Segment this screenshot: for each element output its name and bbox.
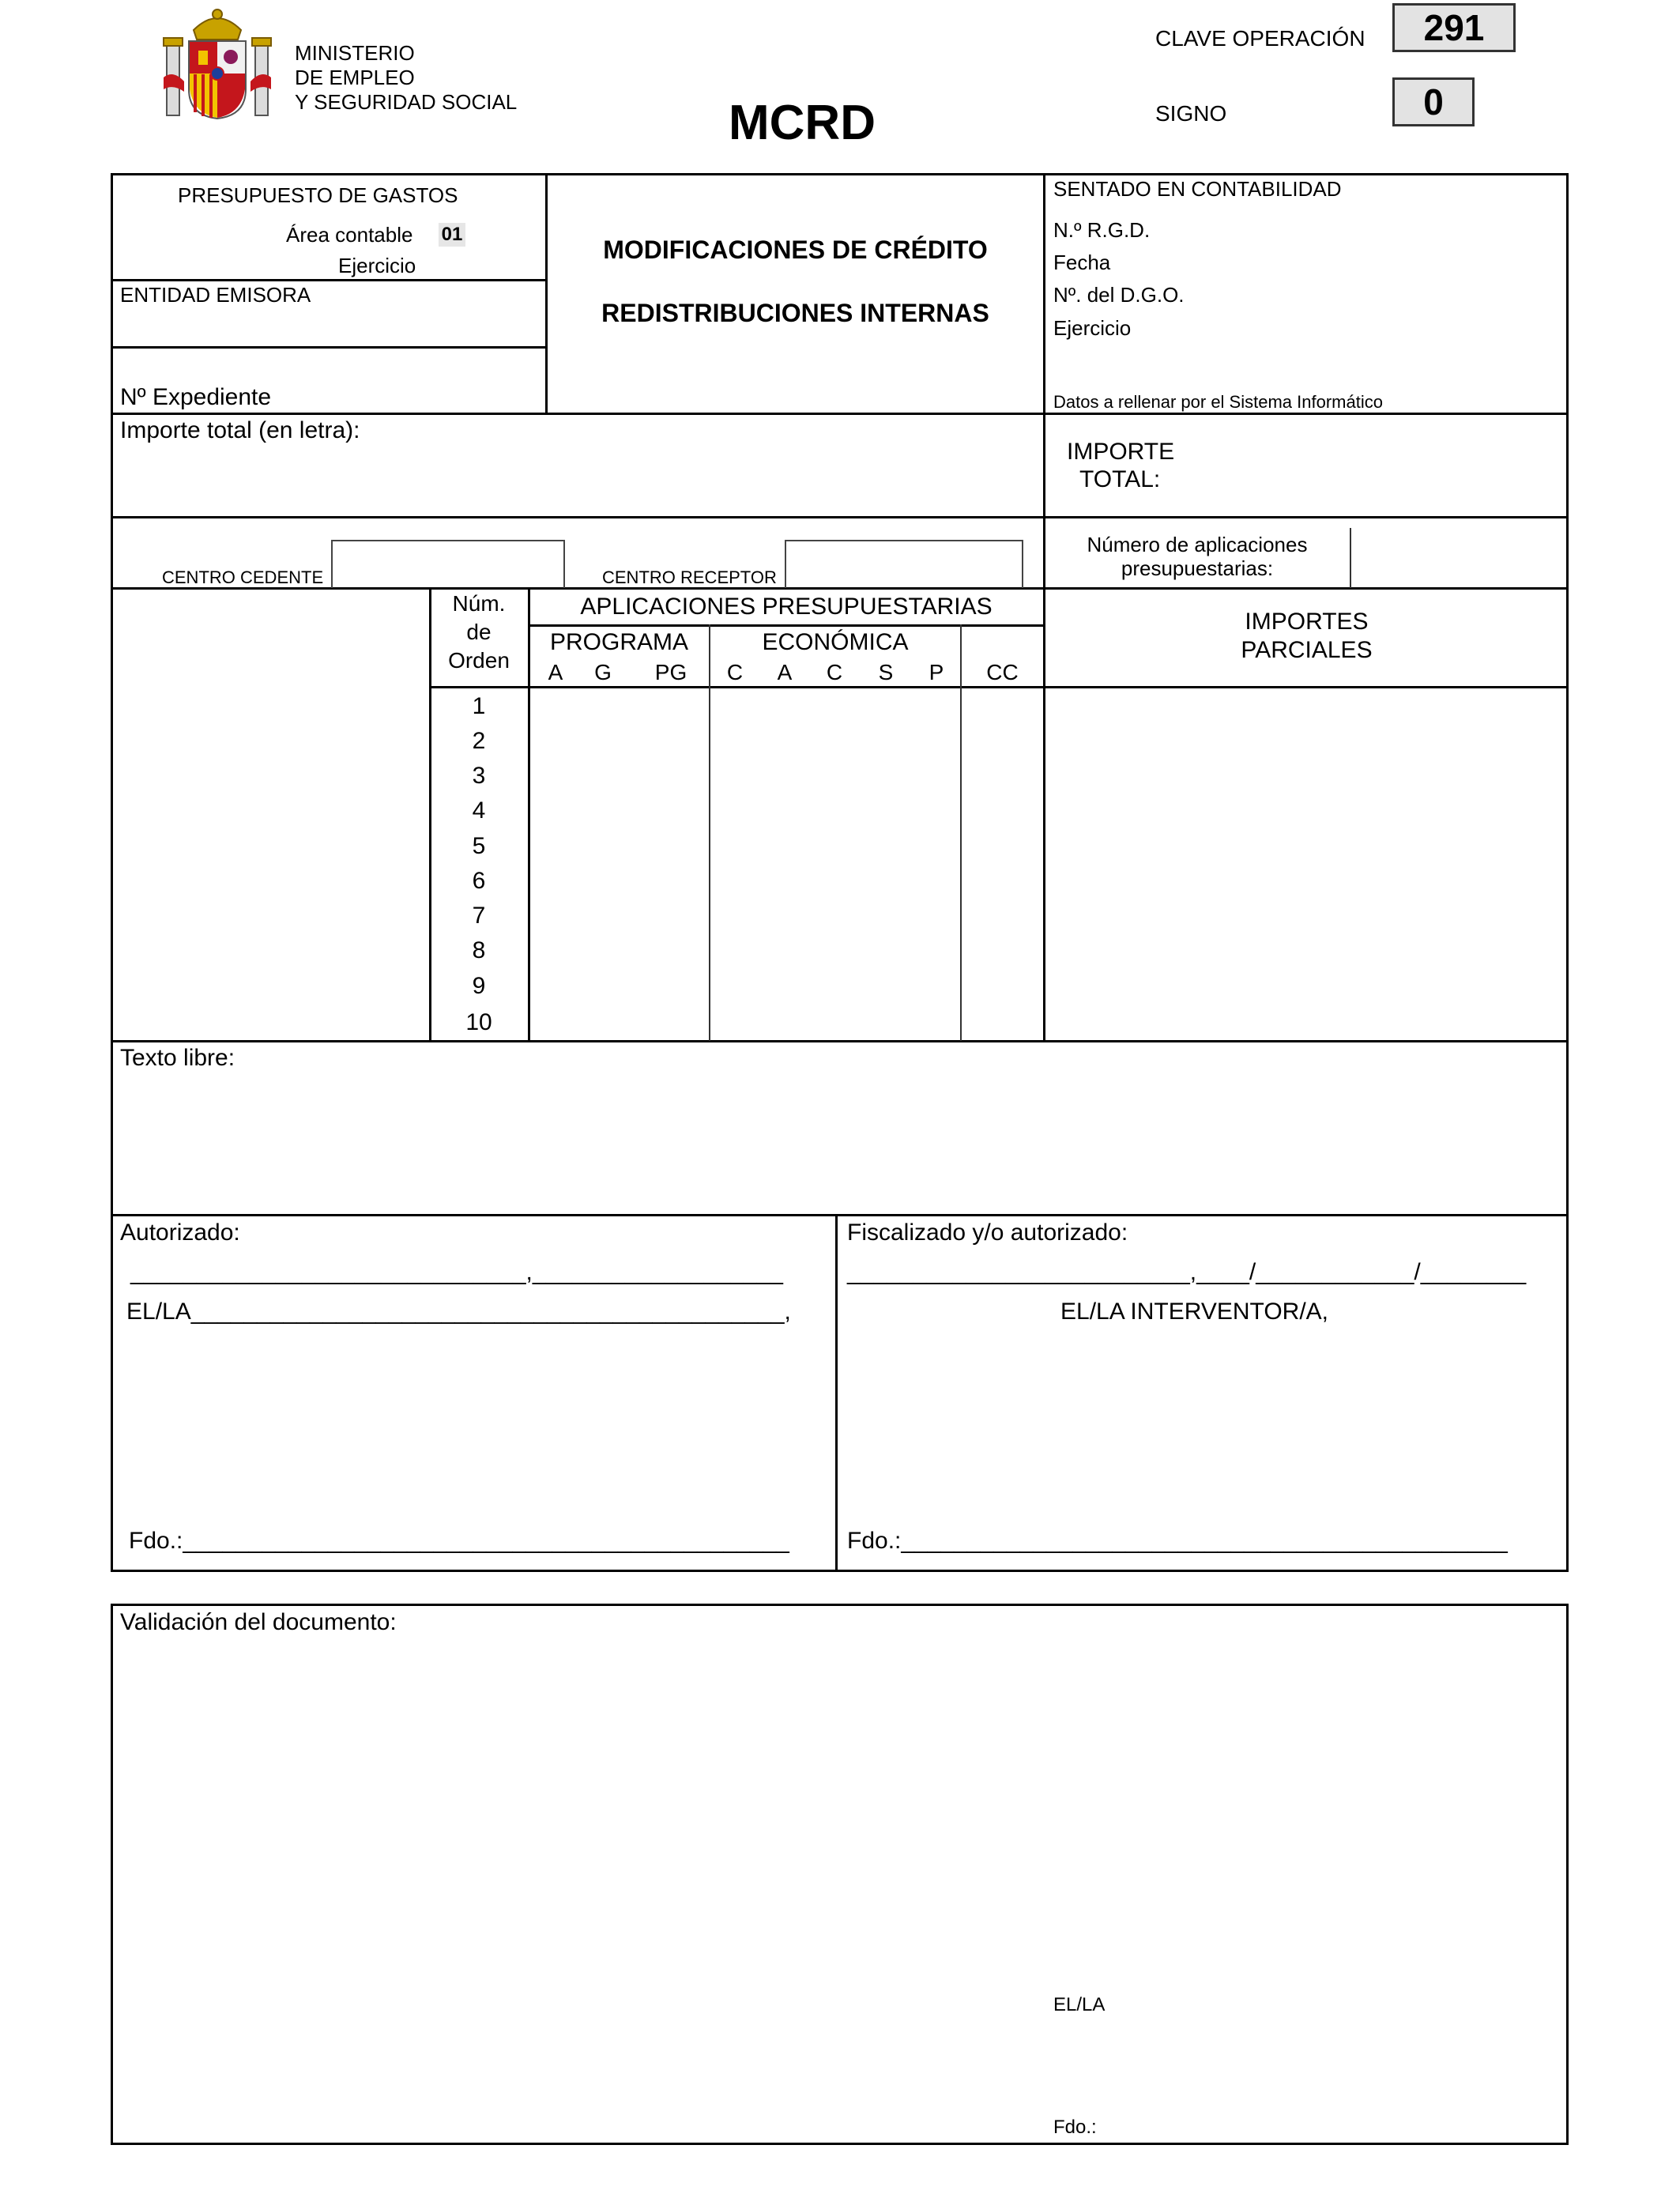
prog-col-g: G xyxy=(594,660,612,684)
cc-col: CC xyxy=(986,660,1019,684)
autorizado-fdo-line: Fdo.:______________________________________________ xyxy=(129,1528,789,1554)
importe-total-line2: TOTAL: xyxy=(1079,466,1161,492)
row-number: 2 xyxy=(472,728,486,754)
sentado-label: SENTADO EN CONTABILIDAD xyxy=(1053,177,1342,201)
row-number: 5 xyxy=(472,833,486,859)
row-number: 4 xyxy=(472,797,486,824)
title-redistribuciones: REDISTRIBUCIONES INTERNAS xyxy=(601,299,989,327)
prog-col-a: A xyxy=(548,660,563,684)
eco-col-a: A xyxy=(777,660,793,684)
num-aplicaciones-line2: presupuestarias: xyxy=(1121,556,1274,580)
autorizado-signature-line: ______________________________,___________________ xyxy=(130,1259,783,1285)
importes-parciales-entry-area[interactable] xyxy=(1045,688,1567,1039)
aplicaciones-header: APLICACIONES PRESUPUESTARIAS xyxy=(580,594,993,620)
ejercicio-right-label: Ejercicio xyxy=(1053,316,1132,340)
row-number: 6 xyxy=(472,868,486,894)
cc-entry-area[interactable] xyxy=(962,688,1042,1039)
economica-entry-area[interactable] xyxy=(711,688,959,1039)
interventor-label: EL/LA INTERVENTOR/A, xyxy=(1060,1299,1329,1325)
centro-cedente-field[interactable] xyxy=(331,540,565,588)
rgd-label: N.º R.G.D. xyxy=(1053,218,1151,242)
centro-receptor-field[interactable] xyxy=(785,540,1023,588)
datos-sistema-note: Datos a rellenar por el Sistema Informático xyxy=(1053,392,1383,412)
ministry-line1: MINISTERIO xyxy=(295,41,415,65)
num-orden-line1: Núm. xyxy=(452,591,506,616)
economica-header: ECONÓMICA xyxy=(762,629,909,655)
importe-letra-label: Importe total (en letra): xyxy=(120,417,360,443)
texto-libre-field[interactable] xyxy=(113,1076,1567,1212)
entidad-emisora-label: ENTIDAD EMISORA xyxy=(120,283,311,307)
fiscalizado-date-line: __________________________,____/____________/________ xyxy=(847,1259,1527,1285)
ejercicio-label: Ejercicio xyxy=(338,254,416,277)
eco-col-c2: C xyxy=(826,660,843,684)
ministry-line3: Y SEGURIDAD SOCIAL xyxy=(295,90,518,114)
eco-col-c1: C xyxy=(726,660,744,684)
dgo-label: Nº. del D.G.O. xyxy=(1053,283,1185,307)
row-number: 7 xyxy=(472,903,486,929)
fiscalizado-label: Fiscalizado y/o autorizado: xyxy=(847,1220,1128,1246)
num-orden-line3: Orden xyxy=(448,648,510,673)
autorizado-ella-line: EL/LA_____________________________________________, xyxy=(126,1299,791,1325)
validacion-ella-label: EL/LA xyxy=(1053,1994,1106,2015)
ministry-line2: DE EMPLEO xyxy=(295,66,415,89)
row-number: 9 xyxy=(472,973,486,999)
row-number: 8 xyxy=(472,937,486,963)
clave-label: CLAVE OPERACIÓN xyxy=(1155,26,1365,51)
area-contable-label: Área contable xyxy=(286,223,413,247)
eco-col-p: P xyxy=(929,660,944,684)
row-number: 1 xyxy=(472,693,486,719)
importes-line2: PARCIALES xyxy=(1241,637,1373,663)
area-contable-value: 01 xyxy=(439,223,465,247)
row-number: 3 xyxy=(472,763,486,789)
validacion-fdo-label: Fdo.: xyxy=(1053,2117,1097,2138)
centro-receptor-label: CENTRO RECEPTOR xyxy=(602,567,777,587)
texto-libre-label: Texto libre: xyxy=(120,1045,235,1071)
importes-line1: IMPORTES xyxy=(1245,609,1369,635)
eco-col-s: S xyxy=(878,660,894,684)
num-aplicaciones-field[interactable] xyxy=(1353,528,1566,586)
num-aplicaciones-line1: Número de aplicaciones xyxy=(1087,533,1308,556)
programa-entry-area[interactable] xyxy=(530,688,708,1039)
validacion-label: Validación del documento: xyxy=(120,1609,397,1635)
programa-header: PROGRAMA xyxy=(549,629,689,655)
signo-value: 0 xyxy=(1392,77,1475,126)
coat-of-arms-logo xyxy=(162,6,273,121)
autorizado-label: Autorizado: xyxy=(120,1220,240,1246)
title-modificaciones: MODIFICACIONES DE CRÉDITO xyxy=(603,236,988,264)
presupuesto-label: PRESUPUESTO DE GASTOS xyxy=(178,183,458,207)
importe-total-line1: IMPORTE xyxy=(1067,439,1175,465)
clave-value: 291 xyxy=(1392,3,1516,52)
row-number: 10 xyxy=(465,1009,492,1035)
form-code: MCRD xyxy=(729,96,876,150)
centro-cedente-label: CENTRO CEDENTE xyxy=(162,567,324,587)
signo-label: SIGNO xyxy=(1155,101,1227,126)
validacion-frame xyxy=(111,1604,1569,2145)
expediente-label: Nº Expediente xyxy=(120,384,272,410)
num-orden-line2: de xyxy=(466,620,492,644)
fecha-label: Fecha xyxy=(1053,251,1111,274)
prog-col-pg: PG xyxy=(654,660,687,684)
fiscalizado-fdo-line: Fdo.:______________________________________________ xyxy=(847,1528,1508,1554)
